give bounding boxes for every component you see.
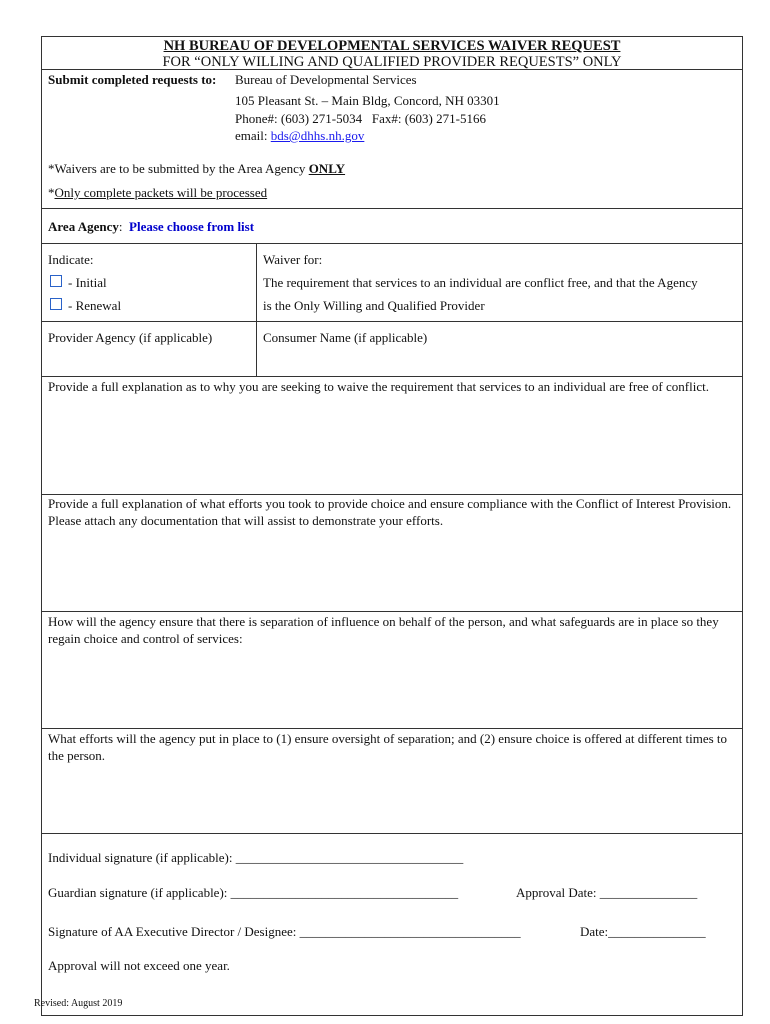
question-why-waive: Provide a full explanation as to why you are seeking to waive the requirement that services to an individual are free of conflict. — [48, 379, 709, 394]
answer-separation-influence[interactable] — [48, 649, 734, 727]
divider — [42, 321, 742, 322]
revised-date: Revised: August 2019 — [34, 998, 123, 1009]
provider-agency-field[interactable]: Provider Agency (if applicable) — [48, 330, 213, 345]
renewal-checkbox[interactable] — [50, 298, 62, 310]
divider — [42, 728, 742, 729]
renewal-label: - Renewal — [68, 298, 122, 313]
submit-label: Submit completed requests to: — [48, 72, 217, 87]
divider — [42, 833, 742, 834]
note2-text: Only complete packets will be processed — [54, 185, 268, 200]
note1-emphasis: ONLY — [308, 161, 346, 176]
divider — [42, 69, 742, 70]
area-agency-row — [48, 218, 254, 235]
waiver-request-form — [41, 36, 743, 1016]
area-agency-select[interactable]: Please choose from list — [129, 219, 255, 234]
individual-signature-field[interactable]: Individual signature (if applicable): ___________________________________ — [48, 850, 464, 865]
question-efforts-choice: Provide a full explanation of what efforts you took to provide choice and ensure compliance with the Conflict of Interest Provision. Please attach any documentation that will assist to demonstrate your efforts. — [48, 496, 732, 528]
column-divider — [256, 243, 257, 376]
note-area-agency-only — [48, 160, 345, 177]
submit-org: Bureau of Developmental Services — [235, 72, 417, 87]
divider — [42, 208, 742, 209]
answer-why-waive[interactable] — [48, 413, 734, 491]
submit-phone-fax: Phone#: (603) 271-5034 Fax#: (603) 271-5166 — [235, 111, 486, 126]
answer-oversight-efforts[interactable] — [48, 765, 734, 831]
waiver-desc-line2: is the Only Willing and Qualified Provider — [263, 298, 485, 313]
email-link[interactable]: bds@dhhs.nh.gov — [270, 128, 365, 143]
answer-efforts-choice[interactable] — [48, 531, 734, 609]
indicate-label: Indicate: — [48, 252, 94, 267]
guardian-signature-field[interactable]: Guardian signature (if applicable): ___________________________________ — [48, 885, 459, 900]
area-agency-label: Area Agency — [48, 219, 119, 234]
divider — [42, 376, 742, 377]
initial-label: - Initial — [68, 275, 107, 290]
divider — [42, 611, 742, 612]
note2-star: * — [48, 185, 55, 200]
area-agency-colon: : — [118, 219, 123, 234]
question-oversight-efforts: What efforts will the agency put in place to (1) ensure oversight of separation; and (2) ensure choice is offered at different times to the person. — [48, 731, 728, 763]
date-field[interactable]: Date:_______________ — [580, 924, 706, 939]
approval-note: Approval will not exceed one year. — [48, 958, 230, 973]
waiver-desc-line1: The requirement that services to an individual are conflict free, and that the Agency — [263, 275, 698, 290]
waiver-for-label: Waiver for: — [263, 252, 323, 267]
question-separation-influence: How will the agency ensure that there is separation of influence on behalf of the person, and what safeguards are in place so they regain choice and control of services: — [48, 614, 719, 646]
aa-director-signature-field[interactable]: Signature of AA Executive Director / Designee: __________________________________ — [48, 924, 521, 939]
initial-checkbox[interactable] — [50, 275, 62, 287]
form-title: NH BUREAU OF DEVELOPMENTAL SERVICES WAIVER REQUEST — [163, 38, 621, 54]
submit-email-line — [235, 127, 364, 144]
note1-text: *Waivers are to be submitted by the Area Agency — [48, 161, 309, 176]
email-label: email: — [235, 128, 271, 143]
divider — [42, 243, 742, 244]
consumer-name-field[interactable]: Consumer Name (if applicable) — [263, 330, 428, 345]
submit-address: 105 Pleasant St. – Main Bldg, Concord, NH 03301 — [235, 93, 500, 108]
form-subtitle: FOR “ONLY WILLING AND QUALIFIED PROVIDER REQUESTS” ONLY — [162, 54, 622, 70]
note-complete-packets — [48, 184, 267, 201]
approval-date-field[interactable]: Approval Date: _______________ — [516, 885, 698, 900]
